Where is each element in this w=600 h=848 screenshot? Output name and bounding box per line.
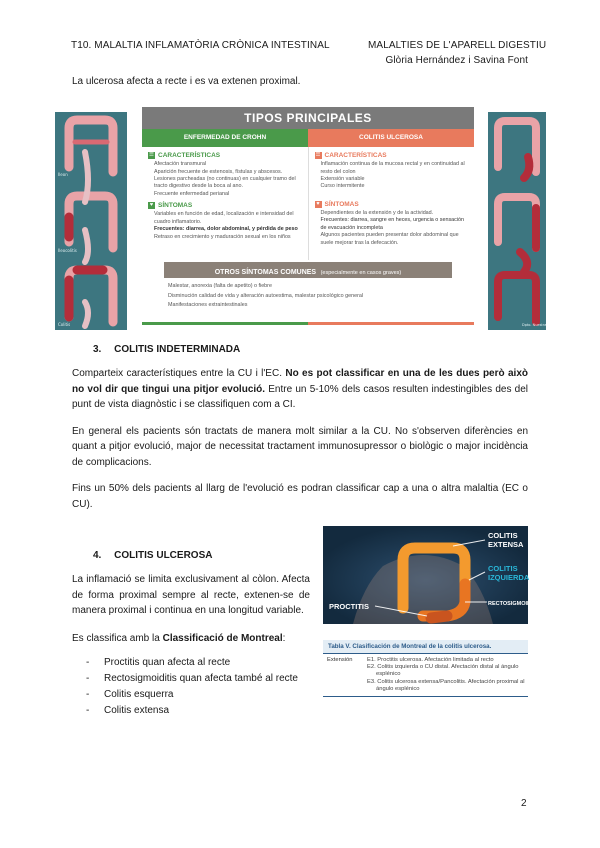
montreal-table-row: E1. Proctitis ulcerosa. Afectación limitada al recto <box>367 657 494 663</box>
cu-sym-item: Frecuentes: diarrea, sangre en heces, urgencia o sensación de evacuación incompleta <box>320 217 465 231</box>
cu-char-title: CARACTERÍSTICAS <box>324 152 387 160</box>
header-chapter-title: T10. MALALTIA INFLAMATÒRIA CRÒNICA INTESTINAL <box>71 40 330 51</box>
label-colitis-extensa-1: COLITIS <box>488 531 518 540</box>
montreal-list-item: - Colitis esquerra <box>72 687 332 703</box>
crohn-sym-item: Retraso en crecimiento y maduración sexual en los niños <box>154 233 291 240</box>
montreal-table <box>323 640 528 706</box>
crohn-sym-title: SÍNTOMAS <box>158 202 193 210</box>
infographic-title: TIPOS PRINCIPALES <box>142 107 474 129</box>
label-colitis-izquierda-1: COLITIS <box>488 564 518 573</box>
montreal-list-item: - Colitis extensa <box>72 703 332 719</box>
colitis-extent-figure <box>323 526 542 624</box>
svg-text:Ileocolitis: Ileocolitis <box>58 248 77 253</box>
colon-extent-illustration <box>323 526 542 624</box>
cu-char-item: Inflamación continua de la mucosa rectal y en continuidad al resto del colon <box>320 161 465 175</box>
page-number: 2 <box>521 798 527 809</box>
header-subject: MALALTIES DE L'APARELL DIGESTIU <box>368 40 547 51</box>
section4-heading <box>93 550 212 561</box>
svg-text:Colitis: Colitis <box>58 322 71 327</box>
section4-number: 4. <box>93 550 102 561</box>
other-symptoms-bar <box>164 262 452 278</box>
crohn-sym-item: Variables en función de edad, localización e intensidad del cuadro inflamatorio. <box>154 211 294 225</box>
section4-title: COLITIS ULCEROSA <box>114 550 213 561</box>
other-symptom-item: Malestar, anorexia (falta de apetito) o fiebre <box>168 283 272 289</box>
label-colitis-extensa-2: EXTENSA <box>488 540 524 549</box>
crohn-char-item: Aparición frecuente de estenosis, fístulas y abscesos. <box>154 168 283 175</box>
cu-char-item: Extensión variable <box>320 176 365 183</box>
montreal-table-title: Tabla V. Clasificación de Montreal de la colitis ulcerosa. <box>323 640 528 654</box>
cu-sym-title: SÍNTOMAS <box>324 201 359 209</box>
other-symptoms-list <box>168 282 448 311</box>
section3-heading <box>93 344 240 355</box>
crohn-char-item: Afectación transmural <box>154 161 207 168</box>
montreal-table-row-label: Extensión <box>327 657 353 663</box>
section3-p1-emphasis: No es pot classificar en una de les dues però això no vol dir que tingui una pitjor evolució. <box>72 368 528 395</box>
section4-body <box>72 572 310 646</box>
figure-crohn-panel <box>55 112 127 330</box>
other-symptom-item: Disminución calidad de vida y alteración autoestima, malestar psicológico general <box>168 292 364 299</box>
pulse-icon: ♥ <box>316 200 320 207</box>
other-symptoms-subtitle: (especialmente en casos graves) <box>320 270 402 276</box>
figure-cu-panel <box>488 112 546 330</box>
section4-paragraph-2 <box>72 631 310 647</box>
section4-paragraph-1: La inflamació se limita exclusivament al còlon. Afecta de forma proximal sempre al recte, extenen-se de manera proximal i continua en una longitud variable. <box>72 574 310 616</box>
cu-column <box>309 147 475 260</box>
crohn-colon-illustration <box>55 112 127 330</box>
label-rectosigmoiditis: RECTOSIGMOIDITIS <box>488 601 542 607</box>
list-icon: ☰ <box>149 152 154 158</box>
list-icon: ☰ <box>315 152 321 158</box>
section3-paragraph-3: Fins un 50% dels pacients al llarg de l'evolució es podran classificar cap a una o altra malaltia (EC o CU). <box>72 483 528 510</box>
other-symptom-item: Manifestaciones extraintestinales <box>168 302 248 308</box>
pulse-icon: ♥ <box>149 202 154 209</box>
crohn-accent-bar <box>142 322 308 325</box>
section4-p2-colon: : <box>282 632 286 644</box>
cu-sym-item: Algunos pacientes pueden presentar dolor abdominal que suele mejorar tras la defecación. <box>320 232 459 246</box>
cu-colon-illustration <box>488 112 546 330</box>
section3-paragraph-1 <box>72 366 528 413</box>
montreal-table-row: E2. Colitis izquierda o CU distal. Afectación distal al ángulo esplénico <box>367 664 519 678</box>
crohn-char-title: CARACTERÍSTICAS <box>158 152 221 160</box>
montreal-classification-label: Classificació de Montreal <box>162 632 283 644</box>
section3-paragraph-2: En general els pacients són tractats de manera molt similar a la CU. No s'observen diferències en quant a pitjor evolució, major de necessitat tractament immunosupressor o biològic o major incidència de complicacions. <box>72 425 528 468</box>
cu-sym-item: Dependientes de la extensión y de la actividad. <box>320 210 434 217</box>
crohn-char-item: Frecuente enfermedad perianal <box>154 190 230 197</box>
montreal-list-item: - Rectosigmoiditis quan afecta també al recte <box>72 671 332 687</box>
cu-accent-bar <box>308 322 474 325</box>
cu-char-item: Curso intermitente <box>320 183 365 190</box>
crohn-heading: ENFERMEDAD DE CROHN <box>142 129 308 147</box>
svg-text:Ileon: Ileon <box>58 172 68 177</box>
label-proctitis: PROCTITIS <box>329 602 370 611</box>
montreal-table-row: E3. Colitis ulcerosa extensa/Pancolitis. Afectación proximal al ángulo esplénico <box>367 678 525 692</box>
section3-p1-text: Comparteix característiques entre la CU i l'EC. <box>72 368 286 379</box>
montreal-list <box>72 655 332 719</box>
section3-number: 3. <box>93 344 102 355</box>
section3-p1-text-end: Entre un 5-10% dels casos resulten indestingibles des del punt de vista diagnòstic i se classifiquen com a CI. <box>72 383 529 410</box>
crohn-sym-item: Frecuentes: diarrea, dolor abdominal, y pérdida de peso <box>154 226 298 233</box>
other-symptoms-title: OTROS SÍNTOMAS COMUNES <box>214 269 317 276</box>
tipos-principales-infographic <box>142 107 474 325</box>
section3-body <box>72 366 528 512</box>
crohn-char-item: Lesiones parcheadas (no continuas) en cualquier tramo del tracto digestivo desde la boca al ano. <box>154 176 296 190</box>
label-colitis-izquierda-2: IZQUIERDA <box>488 573 530 582</box>
cu-heading: COLITIS ULCEROSA <box>308 129 474 147</box>
montreal-list-item: - Proctitis quan afecta al recte <box>72 655 332 671</box>
section3-title: COLITIS INDETERMINADA <box>114 344 241 355</box>
intro-line: La ulcerosa afecta a recte i es va extenen proximal. <box>72 76 301 87</box>
crohn-column <box>142 147 309 260</box>
cu-panel-label: Dpto. Nuestra <box>522 323 547 327</box>
section4-p2-text: Es classifica amb la <box>72 632 163 644</box>
header-authors: Glòria Hernández i Savina Font <box>385 55 528 66</box>
